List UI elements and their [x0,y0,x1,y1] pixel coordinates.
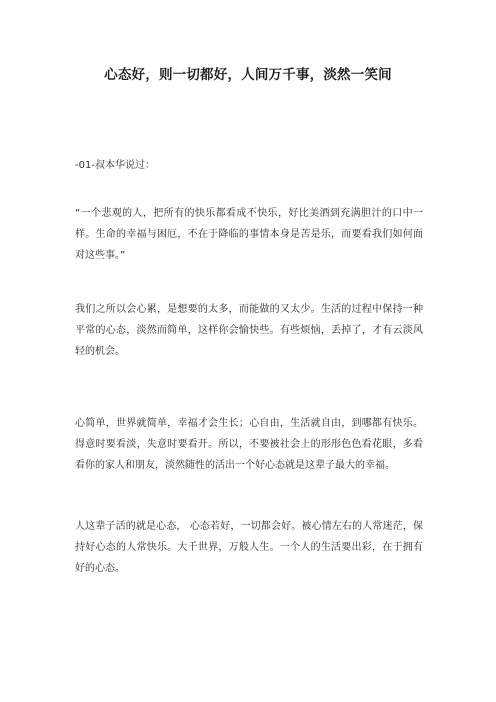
paragraph-3: 心简单，世界就简单，幸福才会生长；心自由，生活就自由，到哪都有快乐。得意时要看淡，失意时要看开。所以，不要被社会上的形形色色看花眼，多看看你的家人和朋友，淡然随性的活出一个好心态就是这辈子最大的幸福。 [75,418,423,471]
paragraph-quote: “一个悲观的人，把所有的快乐都看成不快乐，好比美酒到充满胆汁的口中一样。生命的幸福与困厄，不在于降临的事情本身是苦是乐，而要看我们如何面对这些事。” [75,208,423,261]
section-heading: -01-叔本华说过： [75,160,155,171]
paragraph-2: 我们之所以会心累，是想要的太多，而能做的又太少。生活的过程中保持一种平常的心态，淡然而简单，这样你会愉快些。有些烦恼，丢掉了，才有云淡风轻的机会。 [75,304,423,357]
paragraph-4: 人这辈子活的就是心态， 心态若好，一切都会好。被心情左右的人常迷茫，保持好心态的人常快乐。大千世界，万般人生。一个人的生活要出彩，在于拥有好的心态。 [75,521,423,574]
document-title: 心态好，则一切都好，人间万千事，淡然一笑间 [104,67,392,83]
